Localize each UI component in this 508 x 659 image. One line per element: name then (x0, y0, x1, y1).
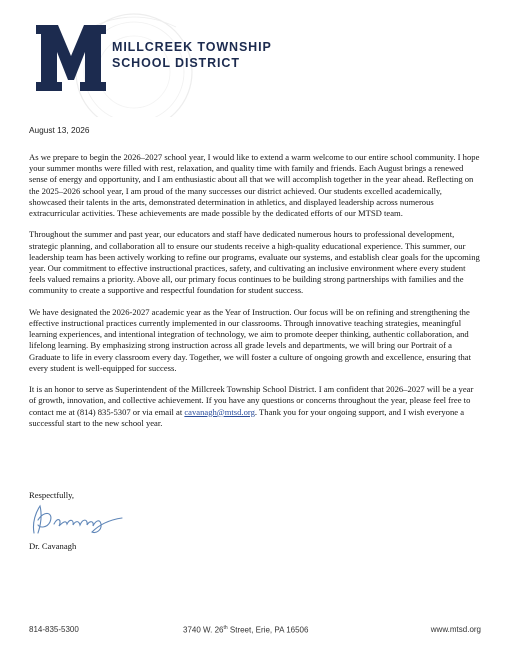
closing: Respectfully, (29, 490, 75, 500)
footer-address-suffix: th (223, 625, 228, 631)
paragraph-summer: Throughout the summer and past year, our educators and staff have dedicated numerous hours to professional development, strategic planning, and collaboration all to ensure our students receive a high-quality educational experience. This summer, our leadership team has been actively working to refine our programs, evaluate our systems, and establish clear goals for the upcoming year. Our commitment to effective instructional practices, safety, and cultivating an inclusive environment where every student feels valued remains a priority. Above all, our primary focus continues to be building strong partnerships with families and the community to create a supportive and respectful foundation for student success. (29, 229, 480, 296)
district-logo-m-icon (36, 25, 106, 91)
district-name-line1: MILLCREEK TOWNSHIP (112, 40, 272, 54)
paragraph-contact (29, 384, 481, 429)
footer-website[interactable]: www.mtsd.org (430, 625, 481, 634)
email-link[interactable]: cavanagh@mtsd.org (184, 406, 255, 417)
letter-date: August 13, 2026 (29, 125, 90, 135)
footer-address-rest: Street, Erie, PA 16506 (227, 625, 309, 635)
contact-text-before: It is an honor to serve as Superintendent of the Millcreek Township School District. I am confident that 2026–2027 will be a year of growth, innovation, and collective achievement. If you have any questions or concerns throughout the year, please feel free to contact me at (814) 835-5307 or via email at (29, 384, 474, 417)
footer-address (183, 625, 308, 635)
district-name (112, 39, 272, 71)
footer-address-number: 3740 W. 26 (183, 625, 224, 635)
paragraph-year-of-instruction: We have designated the 2026-2027 academic year as the Year of Instruction. Our focus will be on refining and strengthening the effective instructional practices currently implemented in our classrooms. Through innovative teaching strategies, meaningful learning experiences, and intentional integration of technology, we aim to promote deeper thinking, authentic collaboration, and lifelong learning. By emphasizing strong instruction across all grade levels and departments, we will bring our Portrait of a Graduate to life in every classroom every day. Together, we will foster a culture of ongoing growth and excellence, ensuring that every student is well-equipped for success. (29, 306, 471, 373)
footer-phone: 814-835-5300 (29, 625, 79, 634)
paragraph-welcome: As we prepare to begin the 2026–2027 school year, I would like to extend a warm welcome to our entire school community. I hope your summer months were filled with rest, relaxation, and quality time with family and friends. Each August brings a renewed sense of energy and opportunity, and I am enthusiastic about all that we will accomplish together in the year ahead. Reflecting on the 2025–2026 school year, I am proud of the many successes our district achieved. Our students excelled academically, showcased their talents in the arts, demonstrated determination in athletics, and displayed leadership across numerous extracurricular activities. These achievements are made possible by the dedicated efforts of our MTSD team. (29, 152, 480, 219)
letter-body (29, 152, 481, 439)
signer-name: Dr. Cavanagh (29, 541, 77, 551)
district-name-line2: SCHOOL DISTRICT (112, 56, 240, 70)
contact-text-after: . Thank you for your ongoing support, and I wish everyone a successful start to the new school year. (29, 406, 465, 428)
handwritten-signature (26, 500, 134, 540)
